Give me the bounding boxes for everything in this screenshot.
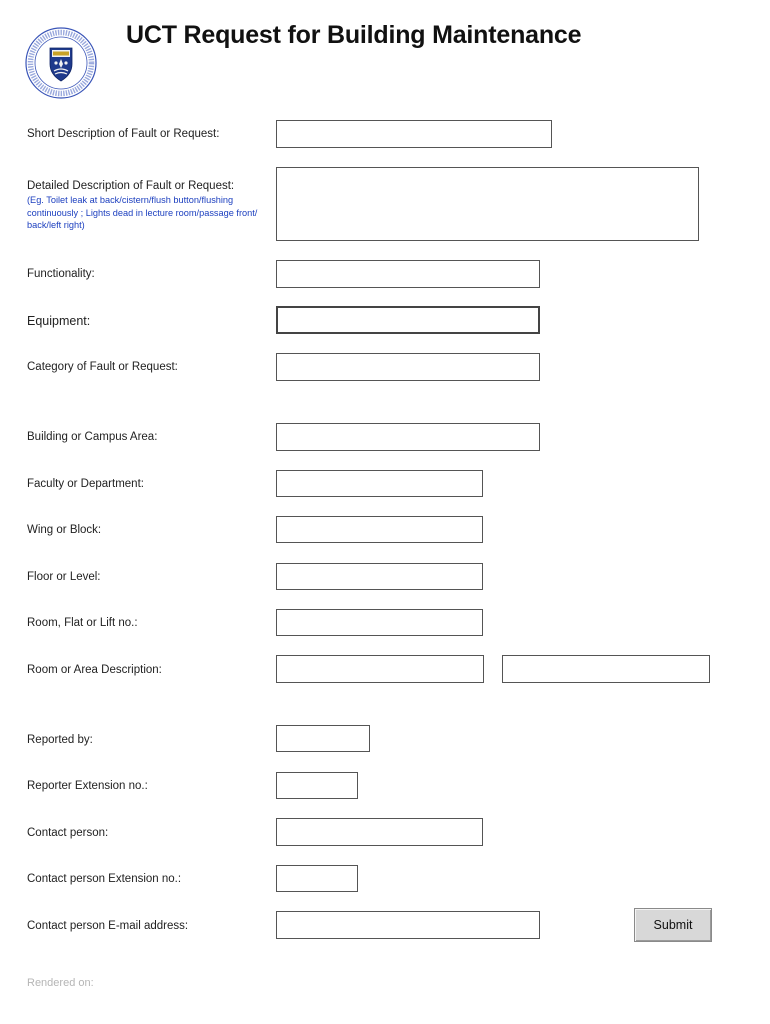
- contact-email-label: Contact person E-mail address:: [27, 920, 189, 932]
- equipment-input[interactable]: [276, 306, 540, 334]
- room-input[interactable]: [276, 609, 483, 636]
- submit-button[interactable]: Submit: [634, 908, 712, 942]
- contact-ext-label: Contact person Extension no.:: [27, 873, 182, 885]
- room-area-input-2[interactable]: [502, 655, 710, 683]
- building-label: Building or Campus Area:: [27, 431, 158, 443]
- uct-logo: [24, 26, 98, 100]
- room-area-label: Room or Area Description:: [27, 664, 162, 676]
- reporter-ext-input[interactable]: [276, 772, 358, 799]
- room-label: Room, Flat or Lift no.:: [27, 617, 138, 629]
- floor-label: Floor or Level:: [27, 571, 101, 583]
- building-input[interactable]: [276, 423, 540, 451]
- category-label: Category of Fault or Request:: [27, 361, 178, 373]
- reporter-ext-label: Reporter Extension no.:: [27, 780, 148, 792]
- functionality-label: Functionality:: [27, 268, 95, 280]
- wing-input[interactable]: [276, 516, 483, 543]
- faculty-input[interactable]: [276, 470, 483, 497]
- detailed-description-textarea[interactable]: [276, 167, 699, 241]
- reported-by-label: Reported by:: [27, 734, 93, 746]
- contact-person-label: Contact person:: [27, 827, 109, 839]
- room-area-input-1[interactable]: [276, 655, 484, 683]
- contact-email-input[interactable]: [276, 911, 540, 939]
- short-description-input[interactable]: [276, 120, 552, 148]
- uct-crest-icon: [24, 26, 98, 100]
- detailed-description-hint: (Eg. Toilet leak at back/cistern/flush button/flushing continuously ; Lights dead in lecture room/passage front/ back/left right): [27, 195, 258, 230]
- contact-person-input[interactable]: [276, 818, 483, 846]
- detailed-description-label: Detailed Description of Fault or Request:: [27, 180, 235, 192]
- wing-label: Wing or Block:: [27, 524, 102, 536]
- page-title: UCT Request for Building Maintenance: [126, 21, 582, 49]
- floor-input[interactable]: [276, 563, 483, 590]
- category-input[interactable]: [276, 353, 540, 381]
- functionality-input[interactable]: [276, 260, 540, 288]
- rendered-on-text: Rendered on:: [27, 977, 94, 989]
- equipment-label: Equipment:: [27, 314, 91, 328]
- faculty-label: Faculty or Department:: [27, 478, 144, 490]
- contact-ext-input[interactable]: [276, 865, 358, 892]
- reported-by-input[interactable]: [276, 725, 370, 752]
- short-description-label: Short Description of Fault or Request:: [27, 128, 220, 140]
